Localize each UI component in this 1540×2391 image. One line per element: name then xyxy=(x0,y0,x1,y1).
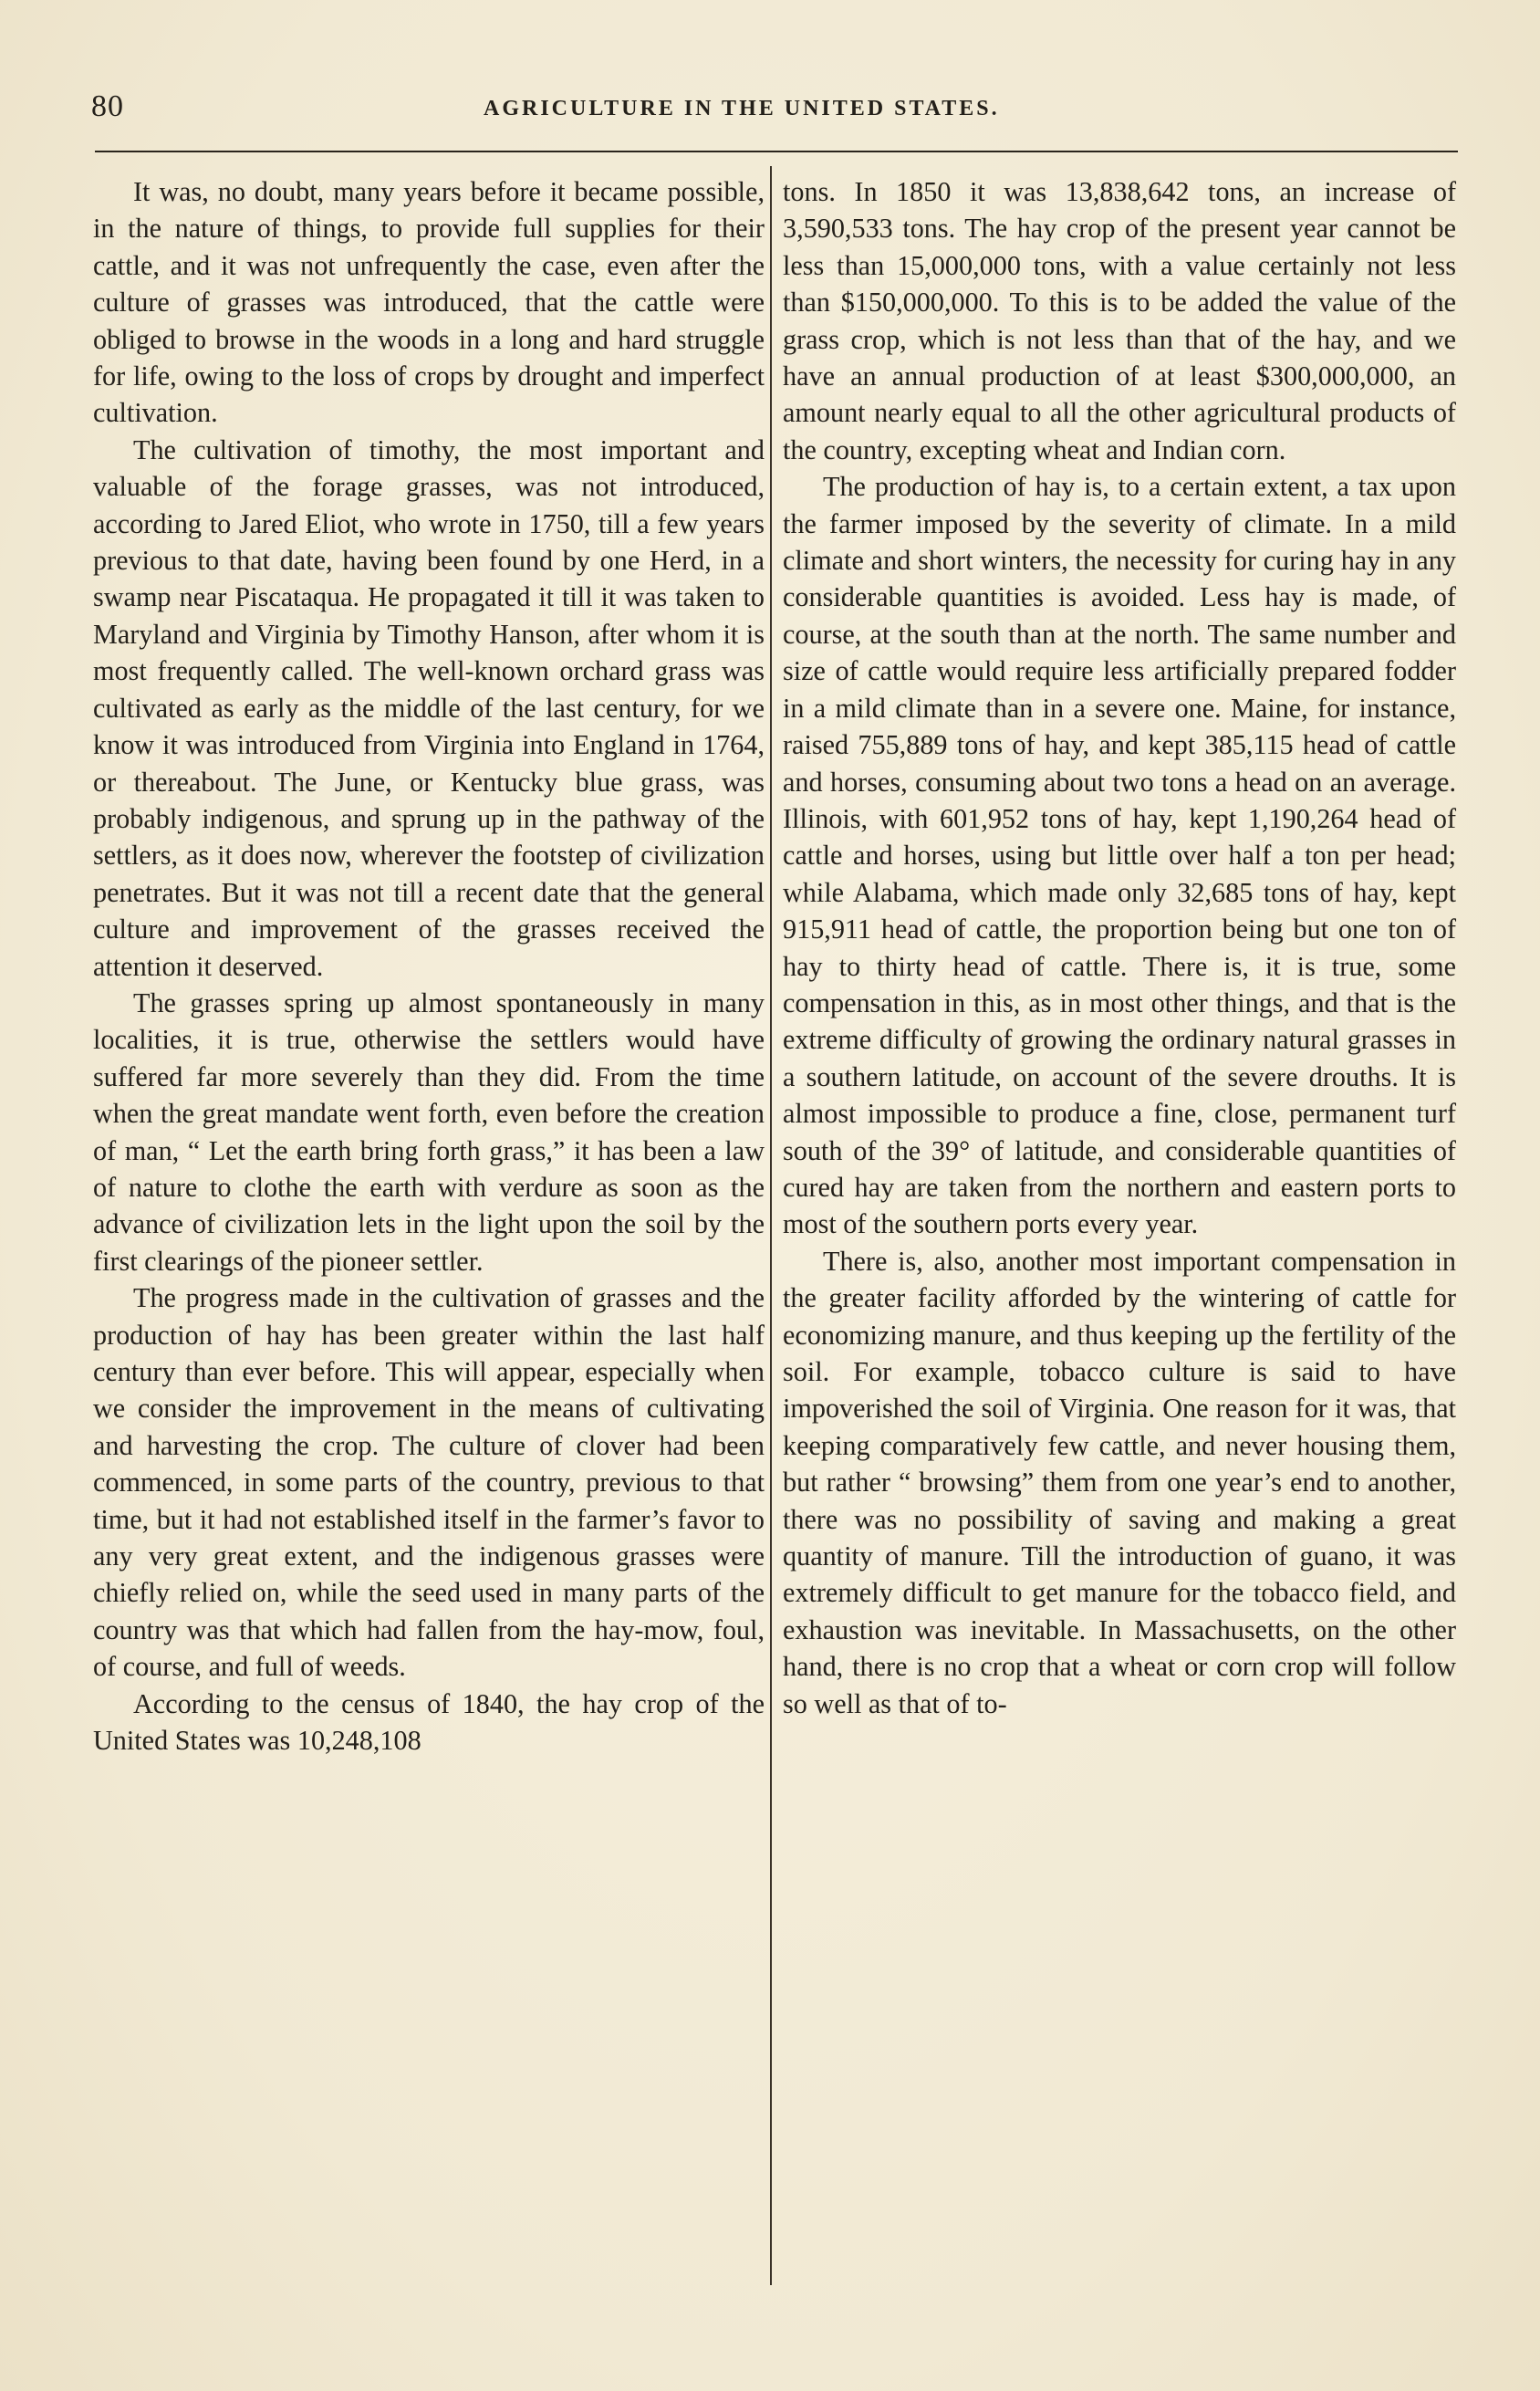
page-header xyxy=(91,89,1451,137)
paragraph: The cultivation of timothy, the most important and valuable of the forage grasses, was not introduced, according to Jared Eliot, who wrote in 1750, till a few years previous to that date, having been found by one Herd, in a swamp near Piscataqua. He propagated it till it was taken to Maryland and Virginia by Timothy Hanson, after whom it is most frequently called. The well-known orchard grass was cultivated as early as the middle of the last century, for we know it was introduced from Virginia into England in 1764, or thereabout. The June, or Kentucky blue grass, was probably indigenous, and sprung up in the pathway of the settlers, as it does now, wherever the footstep of civilization penetrates. But it was not till a recent date that the general culture and improvement of the grasses received the attention it deserved. xyxy=(93,433,765,982)
page-number: 80 xyxy=(91,89,124,123)
paragraph-continued: tons. In 1850 it was 13,838,642 tons, an increase of 3,590,533 tons. The hay crop of the present year cannot be less than 15,000,000 tons, with a value certainly not less than $150,000,000. To this is to be added the value of the grass crop, which is not less than that of the hay, and we have an annual production of at least $300,000,000, an amount nearly equal to all the other agricultural products of the country, excepting wheat and Indian corn. xyxy=(783,176,1456,465)
header-rule xyxy=(95,151,1458,152)
left-column xyxy=(93,173,765,1759)
paragraph: The grasses spring up almost spontaneously in many localities, it is true, otherwise the settlers would have suffered far more severely than they did. From the time when the great mandate went forth, even before the creation of man, “ Let the earth bring forth grass,” it has been a law of nature to clothe the earth with verdure as soon as the advance of civilization lets in the light upon the soil by the first clearings of the pioneer settler. xyxy=(93,987,765,1277)
paragraph: There is, also, another most important compensation in the greater facility afforded by the wintering of cattle for economizing manure, and thus keeping up the fertility of the soil. For example, tobacco culture is said to have impoverished the soil of Virginia. One reason for it was, that keeping comparatively few cattle, and never housing them, but rather “ browsing” them from one year’s end to another, there was no possibility of saving and making a great quantity of manure. Till the introduction of guano, it was extremely difficult to get manure for the tobacco field, and exhaustion was inevitable. In Massachusetts, on the other hand, there is no crop that a wheat or corn crop will follow so well as that of to- xyxy=(783,1245,1456,1719)
right-column xyxy=(783,173,1456,1722)
paragraph: The progress made in the cultivation of grasses and the production of hay has been greater within the last half century than ever before. This will appear, especially when we consider the improvement in the means of cultivating and harvesting the crop. The culture of clover had been commenced, in some parts of the country, previous to that time, but it had not established itself in the farmer’s favor to any very great extent, and the indigenous grasses were chiefly relied on, while the seed used in many parts of the country was that which had fallen from the hay-mow, foul, of course, and full of weeds. xyxy=(93,1282,765,1683)
paragraph: The production of hay is, to a certain extent, a tax upon the farmer imposed by the severity of climate. In a mild climate and short winters, the necessity for curing hay in any considerable quantities is avoided. Less hay is made, of course, at the south than at the north. The same number and size of cattle would require less artificially prepared fodder in a mild climate than in a severe one. Maine, for instance, raised 755,889 tons of hay, and kept 385,115 head of cattle and horses, consuming about two tons a head on an average. Illinois, with 601,952 tons of hay, kept 1,190,264 head of cattle and horses, using but little over half a ton per head; while Alabama, which made only 32,685 tons of hay, kept 915,911 head of cattle, the proportion being but one ton of hay to thirty head of cattle. There is, it is true, some compensation in this, as in most other things, and that is the extreme difficulty of growing the ordinary natural grasses in a southern latitude, on account of the severe drouths. It is almost impossible to produce a fine, close, permanent turf south of the 39° of latitude, and considerable quantities of cured hay are taken from the northern and eastern ports to most of the southern ports every year. xyxy=(783,471,1456,1240)
paragraph: According to the census of 1840, the hay crop of the United States was 10,248,108 xyxy=(93,1687,765,1757)
column-divider xyxy=(770,166,772,2285)
paragraph: It was, no doubt, many years before it became possible, in the nature of things, to provide full supplies for their cattle, and it was not unfrequently the case, even after the culture of grasses was introduced, that the cattle were obliged to browse in the woods in a long and hard struggle for life, owing to the loss of crops by drought and imperfect cultivation. xyxy=(93,176,765,429)
running-head: AGRICULTURE IN THE UNITED STATES. xyxy=(484,97,1000,120)
